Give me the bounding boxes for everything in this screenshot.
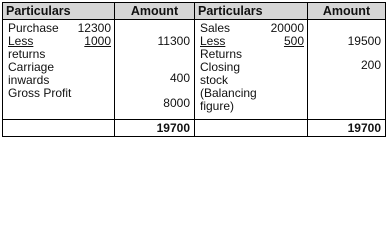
purchase-returns-value: 1000 xyxy=(84,34,111,48)
debit-total-blank xyxy=(3,120,115,137)
closing-stock-line4: figure) xyxy=(200,99,235,113)
credit-particulars xyxy=(195,20,308,120)
less-label: Less xyxy=(200,34,226,48)
returns-label: returns xyxy=(8,47,46,61)
net-sales-amount: 19500 xyxy=(347,34,381,48)
debit-particulars xyxy=(3,20,115,120)
header-row xyxy=(3,3,386,20)
credit-amounts xyxy=(308,20,386,120)
sales-label: Sales xyxy=(200,21,231,35)
debit-amounts xyxy=(115,20,195,120)
net-purchase-amount: 11300 xyxy=(157,34,190,48)
right-particulars-header: Particulars xyxy=(195,3,308,20)
totals-row xyxy=(3,120,386,137)
gross-profit-label: Gross Profit xyxy=(8,86,72,100)
left-amount-header: Amount xyxy=(115,3,195,20)
gross-profit-amount: 8000 xyxy=(163,96,190,110)
right-amount-header: Amount xyxy=(308,3,386,20)
sales-returns-value: 500 xyxy=(283,34,304,48)
credit-total: 19700 xyxy=(308,120,386,137)
closing-stock-line1: Closing xyxy=(200,60,241,74)
purchase-label: Purchase xyxy=(8,21,59,35)
credit-total-blank xyxy=(195,120,308,137)
carriage-label-line1: Carriage xyxy=(8,60,55,74)
trading-account-table xyxy=(2,2,386,137)
closing-stock-line2: stock xyxy=(200,73,229,87)
debit-total: 19700 xyxy=(115,120,195,137)
closing-stock-line3: (Balancing xyxy=(200,86,257,100)
closing-stock-amount: 200 xyxy=(360,58,381,72)
carriage-label-line2: inwards xyxy=(8,73,50,87)
returns-label: Returns xyxy=(200,47,243,61)
carriage-amount: 400 xyxy=(169,71,190,85)
entries-row xyxy=(3,20,386,120)
purchase-value: 12300 xyxy=(77,21,111,35)
less-label: Less xyxy=(8,34,34,48)
left-particulars-header: Particulars xyxy=(3,3,115,20)
sales-value: 20000 xyxy=(270,21,304,35)
